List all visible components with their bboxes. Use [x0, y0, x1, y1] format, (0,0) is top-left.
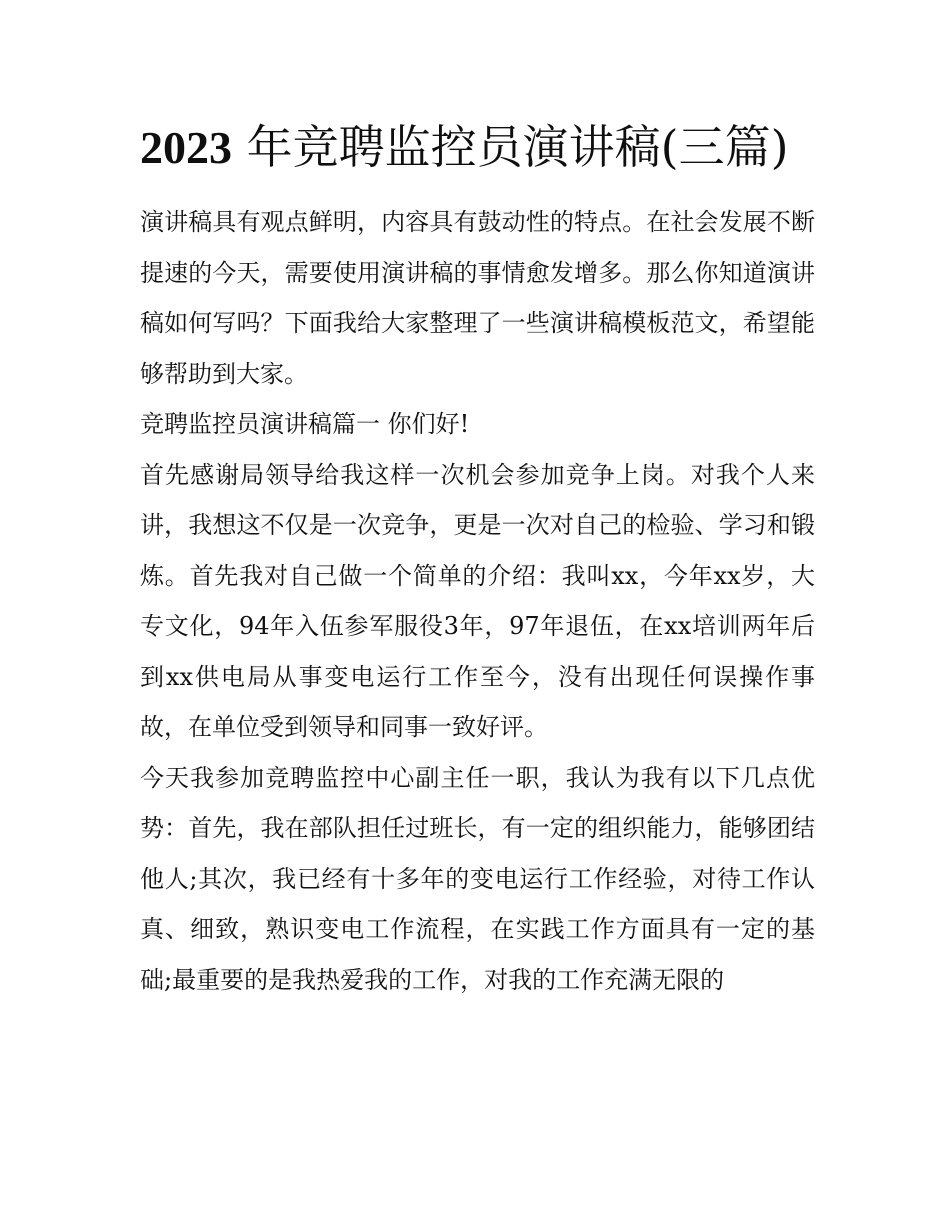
title-year: 2023 [140, 122, 232, 173]
section-heading-paragraph: 竞聘监控员演讲稿篇一 你们好! [140, 410, 470, 438]
title-text: 年竞聘监控员演讲稿(三篇) [246, 120, 789, 174]
body-paragraph: 今天我参加竞聘监控中心副主任一职，我认为我有以下几点优势：首先，我在部队担任过班长，有一定的组织能力，能够团结他人;其次，我已经有十多年的变电运行工作经验，对待工作认真、细致，熟识变电工作流程，在实践工作方面具有一定的基础;最重要的是我热爱我的工作，对我的工作充满无限的 [140, 763, 815, 994]
document-title [140, 108, 815, 187]
document-body [140, 108, 815, 1005]
body-paragraph: 首先感谢局领导给我这样一次机会参加竞争上岗。对我个人来讲，我想这不仅是一次竞争，更是一次对自己的检验、学习和锻炼。首先我对自己做一个简单的介绍：我叫xx，今年xx岁，大专文化，94年入伍参军服役3年，97年退伍，在xx培训两年后到xx供电局从事变电运行工作至今，没有出现任何误操作事故，在单位受到领导和同事一致好评。 [140, 460, 815, 741]
intro-paragraph: 演讲稿具有观点鲜明，内容具有鼓动性的特点。在社会发展不断提速的今天，需要使用演讲稿的事情愈发增多。那么你知道演讲稿如何写吗？下面我给大家整理了一些演讲稿模板范文，希望能够帮助到大家。 [140, 208, 815, 388]
